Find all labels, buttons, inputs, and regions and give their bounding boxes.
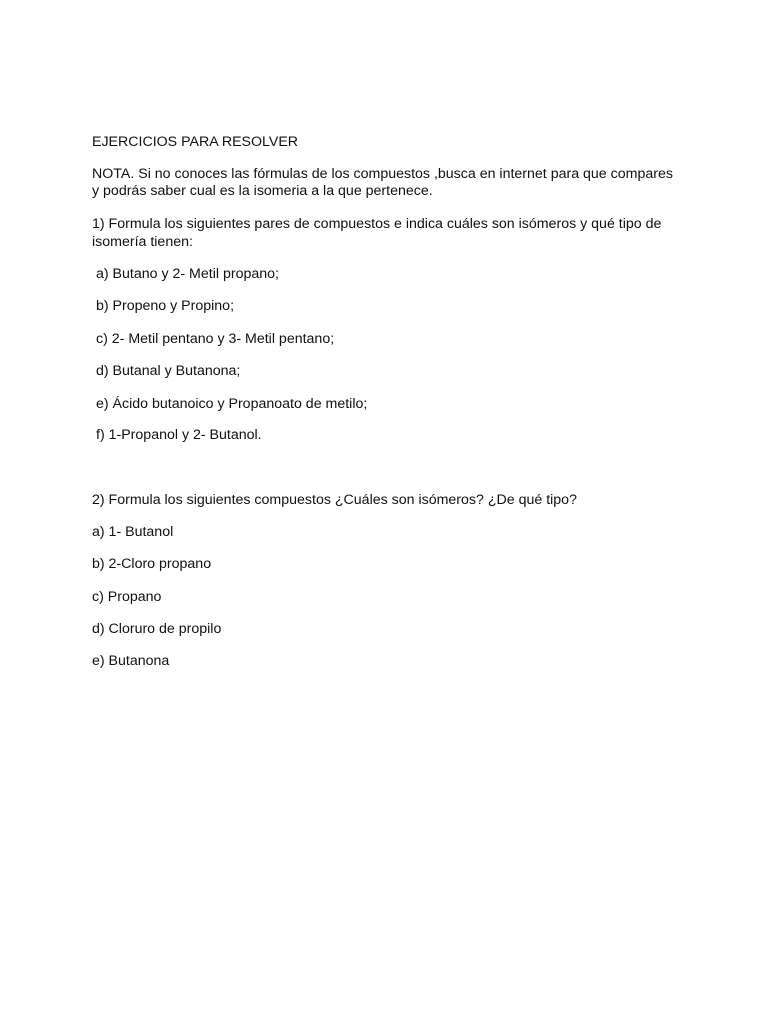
exercise-2-item-b: b) 2-Cloro propano [92,556,212,572]
exercise-1-item-f: f) 1-Propanol y 2- Butanol. [96,427,262,443]
exercise-2-item-e: e) Butanona [92,653,170,669]
exercise-2-item-c: c) Propano [92,589,162,605]
document-title: EJERCICIOS PARA RESOLVER [92,134,299,150]
exercise-1-item-d: d) Butanal y Butanona; [96,363,241,379]
exercise-1-item-c: c) 2- Metil pentano y 3- Metil pentano; [96,331,335,347]
note-line-2: y podrás saber cual es la isomeria a la que pertenece. [92,183,433,199]
exercise-1-item-b: b) Propeno y Propino; [96,298,235,314]
exercise-2-item-d: d) Cloruro de propilo [92,621,222,637]
exercise-1-item-a: a) Butano y 2- Metil propano; [96,266,279,282]
exercise-1-prompt-line-2: isomería tienen: [92,234,193,250]
note-line-1: NOTA. Si no conoces las fórmulas de los compuestos ,busca en internet para que compares [92,166,673,182]
exercise-2-item-a: a) 1- Butanol [92,524,174,540]
exercise-2-prompt: 2) Formula los siguientes compuestos ¿Cuáles son isómeros? ¿De qué tipo? [92,492,577,508]
exercise-1-item-e: e) Ácido butanoico y Propanoato de metilo; [96,396,368,412]
exercise-1-prompt-line-1: 1) Formula los siguientes pares de compuestos e indica cuáles son isómeros y qué tipo de [92,216,662,232]
